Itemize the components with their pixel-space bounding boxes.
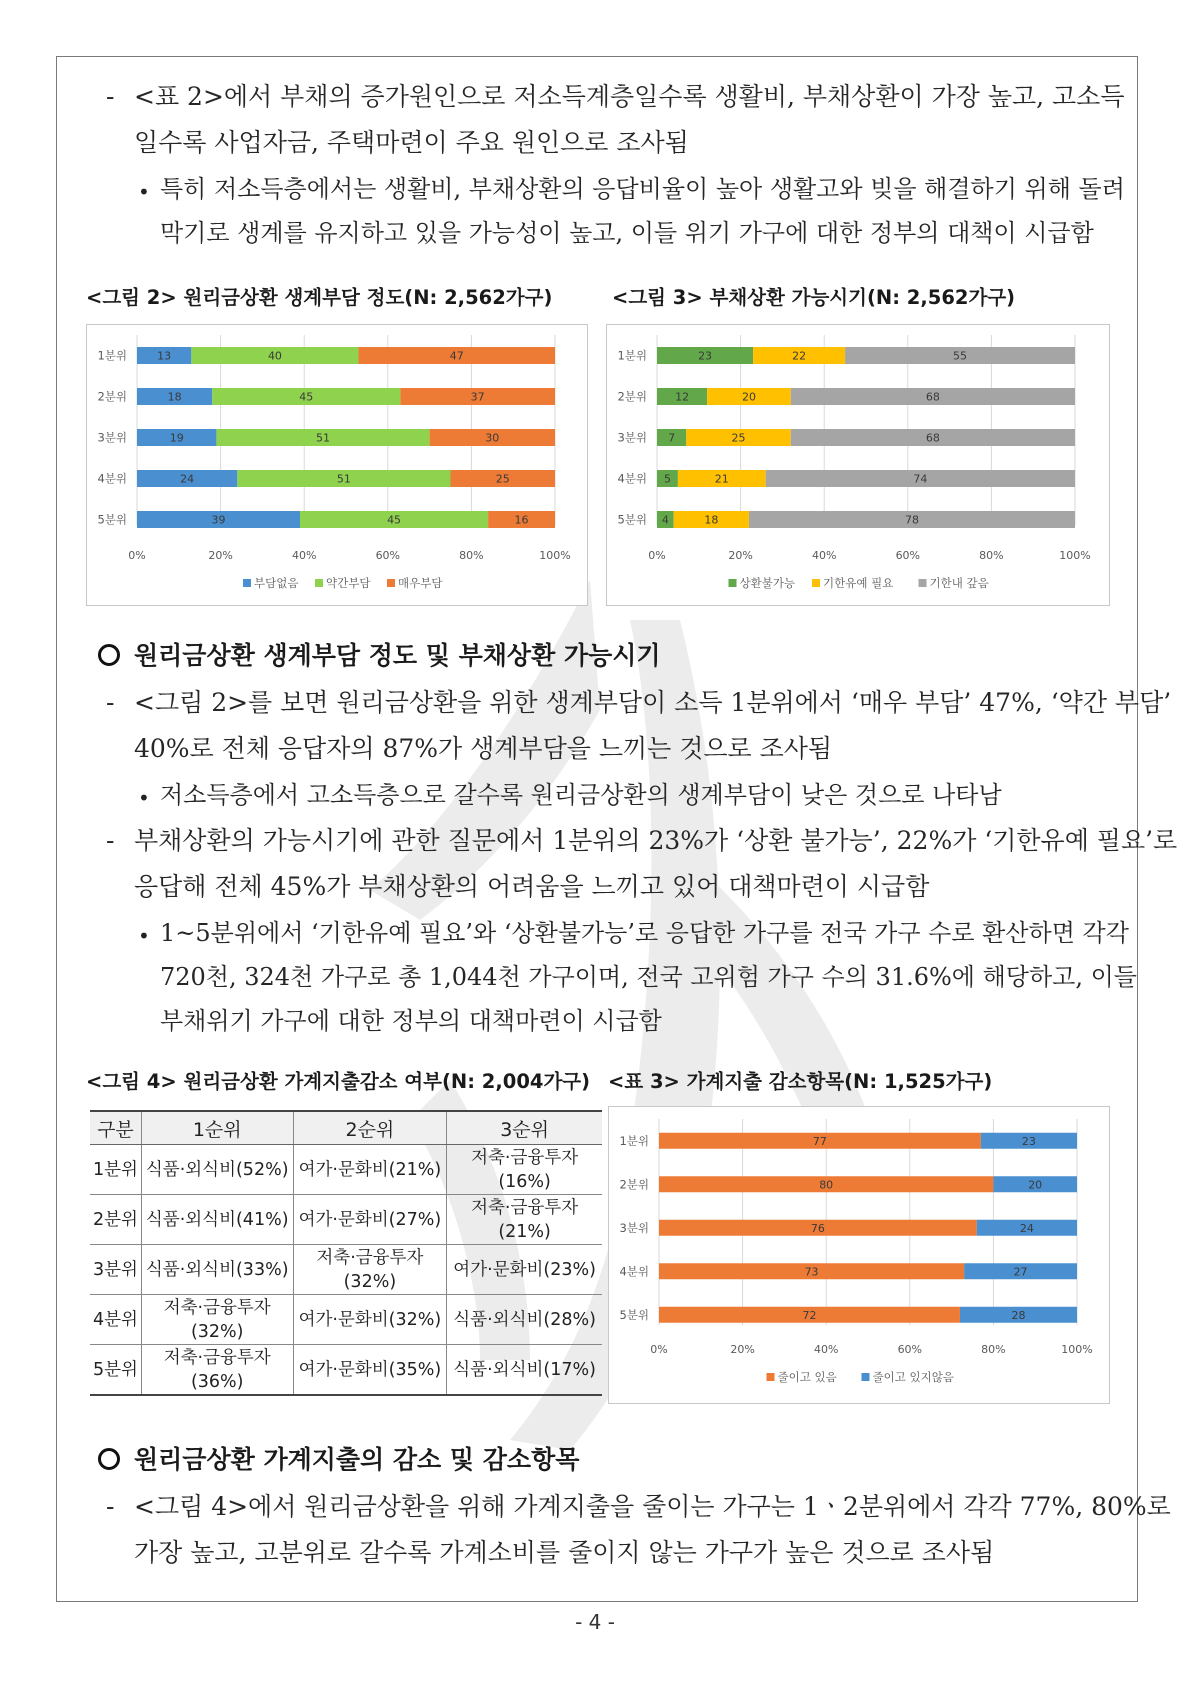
data-label: 78 bbox=[904, 513, 919, 527]
dash-marker: - bbox=[106, 688, 115, 717]
category-label: 1분위 bbox=[97, 348, 127, 363]
table-header: 2순위 bbox=[293, 1111, 447, 1145]
x-tick-label: 80% bbox=[979, 549, 1004, 562]
category-label: 4분위 bbox=[619, 1264, 649, 1279]
x-tick-label: 40% bbox=[811, 549, 837, 562]
paragraph-line: 720천, 324천 가구로 총 1,044천 가구이며, 전국 고위험 가구 수의 31.6%에 해당하고, 이들 bbox=[160, 963, 1137, 991]
legend-swatch bbox=[862, 1373, 870, 1381]
expense-reduction-table bbox=[90, 1110, 602, 1396]
data-label: 27 bbox=[1013, 1265, 1028, 1279]
circle-bullet-icon bbox=[98, 1448, 120, 1470]
table-cell: 저축·금융투자 (36%) bbox=[141, 1345, 293, 1396]
data-label: 51 bbox=[336, 472, 351, 486]
data-label: 30 bbox=[485, 431, 500, 445]
legend-label: 기한내 갚음 bbox=[929, 576, 989, 590]
legend-swatch bbox=[387, 579, 395, 587]
x-tick-label: 0% bbox=[648, 549, 666, 562]
x-tick-label: 100% bbox=[1061, 1343, 1093, 1356]
table-cell: 식품·외식비(28%) bbox=[447, 1295, 602, 1345]
figure-caption: <그림 2> 원리금상환 생계부담 정도(N: 2,562가구) bbox=[86, 286, 553, 309]
paragraph-line: 응답해 전체 45%가 부채상환의 어려움을 느끼고 있어 대책마련이 시급함 bbox=[134, 872, 930, 901]
data-label: 23 bbox=[1021, 1134, 1036, 1148]
data-label: 18 bbox=[167, 390, 182, 404]
dash-marker: - bbox=[106, 1492, 115, 1521]
dash-marker: - bbox=[106, 82, 115, 111]
category-label: 5분위 bbox=[619, 1307, 649, 1322]
table-row bbox=[90, 1195, 602, 1245]
data-label: 7 bbox=[668, 431, 676, 445]
table-cell: 식품·외식비(33%) bbox=[141, 1245, 293, 1295]
legend-swatch bbox=[919, 579, 927, 587]
table-cell: 식품·외식비(17%) bbox=[447, 1345, 602, 1396]
category-label: 2분위 bbox=[97, 389, 127, 404]
x-tick-label: 60% bbox=[895, 549, 921, 562]
data-label: 45 bbox=[387, 513, 402, 527]
data-label: 25 bbox=[731, 431, 746, 445]
x-tick-label: 100% bbox=[1059, 549, 1091, 562]
legend-swatch bbox=[729, 579, 737, 587]
data-label: 24 bbox=[1019, 1221, 1034, 1235]
table-cell: 식품·외식비(52%) bbox=[141, 1145, 293, 1195]
paragraph-line: <표 2>에서 부채의 증가원인으로 저소득계층일수록 생활비, 부채상환이 가장 높고, 고소득 bbox=[134, 82, 1125, 111]
legend-label: 상환불가능 bbox=[739, 576, 796, 590]
table-header: 3순위 bbox=[447, 1111, 602, 1145]
section-heading bbox=[98, 636, 661, 672]
data-label: 40 bbox=[267, 349, 282, 363]
table-caption: <표 3> 가계지출 감소항목(N: 1,525가구) bbox=[608, 1070, 993, 1093]
table-cell: 저축·금융투자 (21%) bbox=[447, 1195, 602, 1245]
category-label: 4분위 bbox=[617, 471, 647, 486]
x-tick-label: 20% bbox=[730, 1343, 755, 1356]
table-cell: 3분위 bbox=[90, 1245, 141, 1295]
category-label: 3분위 bbox=[617, 430, 647, 445]
data-label: 55 bbox=[953, 349, 968, 363]
paragraph-line: 특히 저소득층에서는 생활비, 부채상환의 응답비율이 높아 생활고와 빚을 해결하기 위해 돌려 bbox=[160, 175, 1125, 203]
table-cell: 여가·문화비(21%) bbox=[293, 1145, 447, 1195]
data-label: 19 bbox=[169, 431, 184, 445]
data-label: 68 bbox=[925, 390, 940, 404]
data-label: 21 bbox=[714, 472, 729, 486]
x-tick-label: 20% bbox=[208, 549, 233, 562]
category-label: 1분위 bbox=[619, 1133, 649, 1148]
category-label: 3분위 bbox=[97, 430, 127, 445]
data-label: 45 bbox=[299, 390, 314, 404]
dash-marker: - bbox=[106, 826, 115, 855]
chart-svg bbox=[609, 1107, 1109, 1403]
x-tick-label: 80% bbox=[459, 549, 484, 562]
table-cell: 1분위 bbox=[90, 1145, 141, 1195]
table-cell: 4분위 bbox=[90, 1295, 141, 1345]
data-label: 20 bbox=[741, 390, 756, 404]
x-tick-label: 40% bbox=[813, 1343, 839, 1356]
legend-label: 줄이고 있지않음 bbox=[872, 1370, 954, 1384]
paragraph-line: 막기로 생계를 유지하고 있을 가능성이 높고, 이들 위기 가구에 대한 정부의 대책이 시급함 bbox=[160, 219, 1094, 247]
legend-swatch bbox=[812, 579, 820, 587]
data-label: 37 bbox=[470, 390, 485, 404]
paragraph-line: 부채위기 가구에 대한 정부의 대책마련이 시급함 bbox=[160, 1007, 662, 1035]
legend-swatch bbox=[243, 579, 251, 587]
chart-svg bbox=[607, 325, 1109, 605]
legend-swatch bbox=[315, 579, 323, 587]
paragraph-line: 부채상환의 가능시기에 관한 질문에서 1분위의 23%가 ‘상환 불가능’, 22%가 ‘기한유예 필요’로 bbox=[134, 826, 1178, 855]
figure-caption: <그림 4> 원리금상환 가계지출감소 여부(N: 2,004가구) bbox=[86, 1070, 591, 1093]
bullet-marker: • bbox=[138, 180, 150, 204]
section-heading bbox=[98, 1440, 579, 1476]
x-tick-label: 80% bbox=[981, 1343, 1006, 1356]
data-label: 80 bbox=[819, 1178, 834, 1192]
table-cell: 저축·금융투자 (16%) bbox=[447, 1145, 602, 1195]
data-label: 13 bbox=[157, 349, 172, 363]
data-label: 12 bbox=[675, 390, 690, 404]
page-number: - 4 - bbox=[575, 1610, 615, 1634]
chart-figure-4 bbox=[608, 1106, 1110, 1404]
table-cell: 여가·문화비(35%) bbox=[293, 1345, 447, 1396]
data-label: 47 bbox=[449, 349, 464, 363]
paragraph-line: <그림 2>를 보면 원리금상환을 위한 생계부담이 소득 1분위에서 ‘매우 부담’ 47%, ‘약간 부담’ bbox=[134, 688, 1172, 717]
table-cell: 여가·문화비(23%) bbox=[447, 1245, 602, 1295]
data-label: 39 bbox=[211, 513, 226, 527]
data-label: 74 bbox=[913, 472, 928, 486]
paragraph-line: 40%로 전체 응답자의 87%가 생계부담을 느끼는 것으로 조사됨 bbox=[134, 734, 833, 763]
legend-label: 매우부담 bbox=[398, 576, 443, 590]
category-label: 3분위 bbox=[619, 1220, 649, 1235]
table-cell: 5분위 bbox=[90, 1345, 141, 1396]
data-label: 77 bbox=[812, 1134, 827, 1148]
paragraph-line: 가장 높고, 고분위로 갈수록 가계소비를 줄이지 않는 가구가 높은 것으로 조사됨 bbox=[134, 1538, 995, 1567]
data-label: 28 bbox=[1011, 1308, 1026, 1322]
table-header: 1순위 bbox=[141, 1111, 293, 1145]
x-tick-label: 100% bbox=[539, 549, 571, 562]
data-label: 24 bbox=[180, 472, 195, 486]
data-label: 16 bbox=[514, 513, 529, 527]
x-tick-label: 20% bbox=[728, 549, 753, 562]
legend-swatch bbox=[767, 1373, 775, 1381]
figure-caption: <그림 3> 부채상환 가능시기(N: 2,562가구) bbox=[612, 286, 1016, 309]
category-label: 2분위 bbox=[617, 389, 647, 404]
table-cell: 여가·문화비(32%) bbox=[293, 1295, 447, 1345]
paragraph-line: 1~5분위에서 ‘기한유예 필요’와 ‘상환불가능’로 응답한 가구를 전국 가구 수로 환산하면 각각 bbox=[160, 919, 1129, 947]
legend-label: 기한유예 필요 bbox=[823, 576, 894, 590]
table-cell: 식품·외식비(41%) bbox=[141, 1195, 293, 1245]
data-label: 51 bbox=[316, 431, 331, 445]
data-label: 73 bbox=[804, 1265, 819, 1279]
data-label: 4 bbox=[661, 513, 669, 527]
data-label: 72 bbox=[802, 1308, 817, 1322]
table-row bbox=[90, 1145, 602, 1195]
x-tick-label: 40% bbox=[291, 549, 317, 562]
x-tick-label: 60% bbox=[897, 1343, 923, 1356]
data-label: 23 bbox=[698, 349, 713, 363]
chart-svg bbox=[87, 325, 587, 605]
data-label: 5 bbox=[663, 472, 671, 486]
legend-label: 부담없음 bbox=[254, 576, 299, 590]
table-cell: 저축·금융투자 (32%) bbox=[141, 1295, 293, 1345]
data-label: 76 bbox=[810, 1221, 825, 1235]
table-cell: 저축·금융투자 (32%) bbox=[293, 1245, 447, 1295]
paragraph-line: 일수록 사업자금, 주택마련이 주요 원인으로 조사됨 bbox=[134, 128, 689, 157]
data-label: 25 bbox=[495, 472, 510, 486]
table-row bbox=[90, 1245, 602, 1295]
bullet-marker: • bbox=[138, 924, 150, 948]
table-row bbox=[90, 1295, 602, 1345]
table-row bbox=[90, 1345, 602, 1396]
table-cell: 2분위 bbox=[90, 1195, 141, 1245]
circle-bullet-icon bbox=[98, 644, 120, 666]
paragraph-line: 저소득층에서 고소득층으로 갈수록 원리금상환의 생계부담이 낮은 것으로 나타남 bbox=[160, 781, 1002, 809]
table-cell: 여가·문화비(27%) bbox=[293, 1195, 447, 1245]
bullet-marker: • bbox=[138, 786, 150, 810]
section-heading-text: 원리금상환 가계지출의 감소 및 감소항목 bbox=[134, 1445, 580, 1474]
legend-label: 약간부담 bbox=[326, 576, 371, 590]
legend-label: 줄이고 있음 bbox=[777, 1370, 837, 1384]
category-label: 1분위 bbox=[617, 348, 647, 363]
data-label: 68 bbox=[925, 431, 940, 445]
category-label: 5분위 bbox=[97, 512, 127, 527]
x-tick-label: 0% bbox=[128, 549, 146, 562]
data-label: 18 bbox=[704, 513, 719, 527]
category-label: 4분위 bbox=[97, 471, 127, 486]
paragraph-line: <그림 4>에서 원리금상환을 위해 가계지출을 줄이는 가구는 1ㆍ2분위에서 각각 77%, 80%로 bbox=[134, 1492, 1171, 1521]
x-tick-label: 60% bbox=[375, 549, 401, 562]
table-header: 구분 bbox=[90, 1111, 141, 1145]
section-heading-text: 원리금상환 생계부담 정도 및 부채상환 가능시기 bbox=[134, 641, 661, 670]
data-label: 20 bbox=[1028, 1178, 1043, 1192]
chart-figure-2 bbox=[86, 324, 588, 606]
category-label: 2분위 bbox=[619, 1177, 649, 1192]
x-tick-label: 0% bbox=[650, 1343, 668, 1356]
chart-figure-3 bbox=[606, 324, 1110, 606]
category-label: 5분위 bbox=[617, 512, 647, 527]
data-label: 22 bbox=[792, 349, 807, 363]
